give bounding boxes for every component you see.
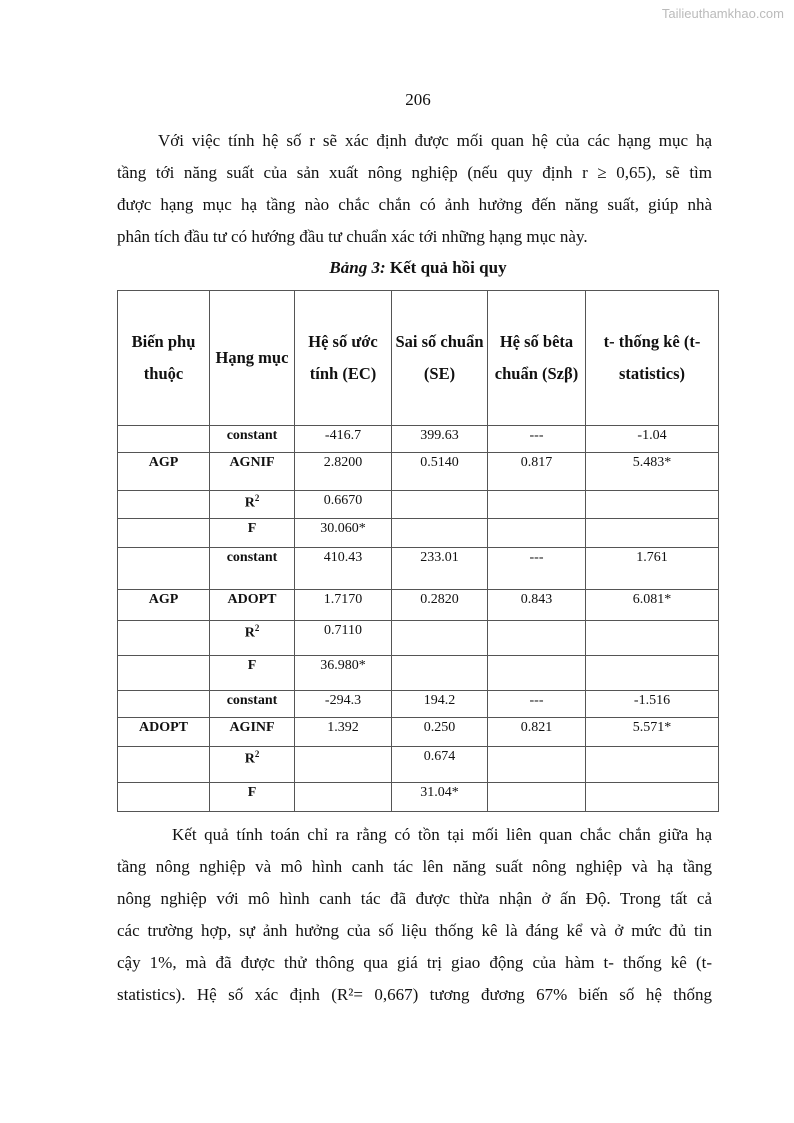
table-cell bbox=[488, 426, 586, 453]
cell-text: ADOPT bbox=[227, 592, 277, 607]
table-row bbox=[118, 691, 719, 718]
column-header: Hệ số bêta chuẩn (Szβ) bbox=[488, 291, 586, 426]
table-cell bbox=[586, 590, 719, 621]
caption-label: Bảng 3: bbox=[329, 258, 386, 277]
text-line: tầng nông nghiệp và mô hình canh tác lên năng suất nông nghiệp và hạ tầng bbox=[117, 857, 712, 876]
table-cell bbox=[392, 453, 488, 491]
table-cell bbox=[118, 718, 210, 747]
table-cell bbox=[392, 747, 488, 783]
column-header: Hệ số ước tính (EC) bbox=[295, 291, 392, 426]
cell-text: -1.04 bbox=[637, 428, 667, 443]
table-cell bbox=[295, 548, 392, 590]
table-cell bbox=[210, 656, 295, 691]
cell-text: 31.04* bbox=[420, 785, 459, 800]
table-cell bbox=[295, 691, 392, 718]
table-cell bbox=[586, 718, 719, 747]
table-cell bbox=[210, 453, 295, 491]
table-cell bbox=[488, 691, 586, 718]
table-cell bbox=[210, 691, 295, 718]
cell-text: 0.821 bbox=[520, 720, 553, 735]
table-cell bbox=[488, 656, 586, 691]
table-cell bbox=[586, 691, 719, 718]
superscript: 2 bbox=[254, 749, 260, 759]
cell-text: AGNIF bbox=[229, 455, 275, 470]
table-cell bbox=[392, 426, 488, 453]
text-line: các trường hợp, sự ảnh hưởng của số liệu thống kê là đáng kể và ở mức đủ tin bbox=[117, 921, 712, 940]
table-cell bbox=[488, 783, 586, 812]
text-line: Kết quả tính toán chỉ ra rằng có tồn tại mối liên quan chắc chắn giữa hạ bbox=[172, 825, 712, 844]
table-cell bbox=[392, 590, 488, 621]
table-cell bbox=[210, 548, 295, 590]
table-cell bbox=[586, 747, 719, 783]
table-cell bbox=[488, 491, 586, 519]
table-row bbox=[118, 783, 719, 812]
cell-text: ADOPT bbox=[139, 720, 188, 735]
superscript: 2 bbox=[254, 623, 260, 633]
cell-text: 399.63 bbox=[420, 428, 459, 443]
table-cell bbox=[295, 453, 392, 491]
table-row bbox=[118, 519, 719, 548]
table-cell bbox=[488, 747, 586, 783]
regression-table bbox=[117, 290, 719, 812]
cell-text: 194.2 bbox=[423, 693, 456, 708]
table-cell bbox=[392, 783, 488, 812]
text-line: nông nghiệp với mô hình canh tác đã được thừa nhận ở ấn Độ. Trong tất cả bbox=[117, 889, 712, 908]
cell-text: AGP bbox=[148, 455, 179, 470]
cell-text: 5.483* bbox=[632, 455, 672, 470]
table-cell bbox=[118, 691, 210, 718]
text-line: tầng tới năng suất của sản xuất nông nghiệp (nếu quy định r ≥ 0,65), sẽ tìm bbox=[117, 163, 712, 182]
table-cell bbox=[392, 621, 488, 656]
cell-text: constant bbox=[226, 428, 278, 443]
cell-text: 0.6670 bbox=[323, 493, 363, 508]
table-cell bbox=[118, 590, 210, 621]
cell-text: AGP bbox=[148, 592, 179, 607]
table-cell bbox=[210, 747, 295, 783]
table-cell bbox=[118, 548, 210, 590]
table-cell bbox=[295, 621, 392, 656]
cell-text: -1.516 bbox=[633, 693, 671, 708]
paragraph-conclusion bbox=[117, 819, 712, 1011]
table-cell bbox=[586, 621, 719, 656]
cell-text: 0.674 bbox=[423, 749, 456, 764]
cell-text: --- bbox=[529, 428, 544, 443]
cell-text: --- bbox=[529, 550, 544, 565]
table-row bbox=[118, 621, 719, 656]
cell-text: 0.843 bbox=[520, 592, 553, 607]
cell-text: 0.2820 bbox=[420, 592, 459, 607]
cell-text: AGINF bbox=[229, 720, 275, 735]
table-cell bbox=[210, 519, 295, 548]
table-cell bbox=[295, 747, 392, 783]
table-cell bbox=[295, 491, 392, 519]
table-cell bbox=[118, 747, 210, 783]
table-cell bbox=[392, 691, 488, 718]
text-line: Với việc tính hệ số r sẽ xác định được mối quan hệ của các hạng mục hạ bbox=[158, 131, 712, 150]
table-row bbox=[118, 747, 719, 783]
table-cell bbox=[586, 491, 719, 519]
table-row bbox=[118, 453, 719, 491]
table-cell bbox=[295, 426, 392, 453]
cell-text: 5.571* bbox=[632, 720, 672, 735]
table-cell bbox=[295, 590, 392, 621]
table-cell bbox=[392, 718, 488, 747]
cell-text: 2.8200 bbox=[323, 455, 363, 470]
table-cell bbox=[295, 783, 392, 812]
table-row bbox=[118, 548, 719, 590]
table-cell bbox=[118, 783, 210, 812]
cell-text: -294.3 bbox=[324, 693, 362, 708]
text-line: cậy 1%, mà đã được thử thông qua giá trị giao động của hàm t- thống kê (t- bbox=[117, 953, 712, 972]
table-cell bbox=[586, 453, 719, 491]
table-cell bbox=[392, 491, 488, 519]
column-header: Biến phụ thuộc bbox=[118, 291, 210, 426]
column-header: t- thống kê (t-statistics) bbox=[586, 291, 719, 426]
cell-text: --- bbox=[529, 693, 544, 708]
table-cell bbox=[392, 519, 488, 548]
paragraph-intro bbox=[117, 125, 712, 253]
table-cell bbox=[586, 519, 719, 548]
cell-text: F bbox=[247, 785, 257, 800]
text-line: được hạng mục hạ tầng nào chắc chắn có ảnh hưởng đến năng suất, giúp nhà bbox=[117, 195, 712, 214]
table-cell bbox=[295, 718, 392, 747]
table-cell bbox=[392, 656, 488, 691]
table-caption bbox=[0, 258, 794, 278]
table-cell bbox=[118, 453, 210, 491]
table-cell bbox=[210, 491, 295, 519]
text-line: phân tích đầu tư có hướng đầu tư chuẩn xác tới những hạng mục này. bbox=[117, 227, 588, 246]
cell-text: R bbox=[244, 625, 255, 641]
table-cell bbox=[210, 718, 295, 747]
table-cell bbox=[210, 783, 295, 812]
table-cell bbox=[118, 621, 210, 656]
page-number: 206 bbox=[405, 90, 431, 109]
cell-text: 0.5140 bbox=[420, 455, 459, 470]
table-cell bbox=[586, 548, 719, 590]
column-header: Hạng mục bbox=[210, 291, 295, 426]
table-cell bbox=[488, 548, 586, 590]
caption-title: Kết quả hồi quy bbox=[385, 258, 507, 277]
cell-text: 0.7110 bbox=[324, 623, 362, 638]
cell-text: R bbox=[244, 751, 255, 767]
cell-text: 1.761 bbox=[636, 550, 668, 565]
table-cell bbox=[118, 656, 210, 691]
table-row bbox=[118, 656, 719, 691]
table-cell bbox=[488, 453, 586, 491]
cell-text: 1.392 bbox=[327, 720, 359, 735]
cell-text: 410.43 bbox=[323, 550, 363, 565]
table-cell bbox=[586, 783, 719, 812]
cell-text: 0.250 bbox=[423, 720, 456, 735]
table-cell bbox=[586, 426, 719, 453]
table-row bbox=[118, 590, 719, 621]
table-cell bbox=[210, 590, 295, 621]
table-cell bbox=[488, 590, 586, 621]
table-cell bbox=[210, 426, 295, 453]
cell-text: 233.01 bbox=[420, 550, 459, 565]
cell-text: F bbox=[247, 658, 257, 673]
table-row bbox=[118, 491, 719, 519]
cell-text: F bbox=[247, 521, 257, 536]
text-line: statistics). Hệ số xác định (R²= 0,667) tương đương 67% biến số hệ thống bbox=[117, 985, 712, 1004]
table-cell bbox=[586, 656, 719, 691]
table-cell bbox=[210, 621, 295, 656]
table-cell bbox=[295, 519, 392, 548]
table-row bbox=[118, 426, 719, 453]
cell-text: R bbox=[244, 495, 255, 511]
superscript: 2 bbox=[254, 493, 260, 503]
table-cell bbox=[295, 656, 392, 691]
cell-text: 1.7170 bbox=[323, 592, 363, 607]
cell-text: 6.081* bbox=[632, 592, 672, 607]
table-cell bbox=[118, 491, 210, 519]
table-row bbox=[118, 718, 719, 747]
table-cell bbox=[118, 426, 210, 453]
cell-text: -416.7 bbox=[324, 428, 362, 443]
table-cell bbox=[118, 519, 210, 548]
cell-text: 0.817 bbox=[520, 455, 553, 470]
column-header: Sai số chuẩn (SE) bbox=[392, 291, 488, 426]
table-cell bbox=[488, 621, 586, 656]
cell-text: 36.980* bbox=[320, 658, 366, 673]
cell-text: constant bbox=[226, 550, 278, 565]
table-cell bbox=[488, 519, 586, 548]
watermark: Tailieuthamkhao.com bbox=[661, 6, 784, 21]
cell-text: 30.060* bbox=[320, 521, 366, 536]
table-cell bbox=[488, 718, 586, 747]
cell-text: constant bbox=[226, 693, 278, 708]
table-cell bbox=[392, 548, 488, 590]
